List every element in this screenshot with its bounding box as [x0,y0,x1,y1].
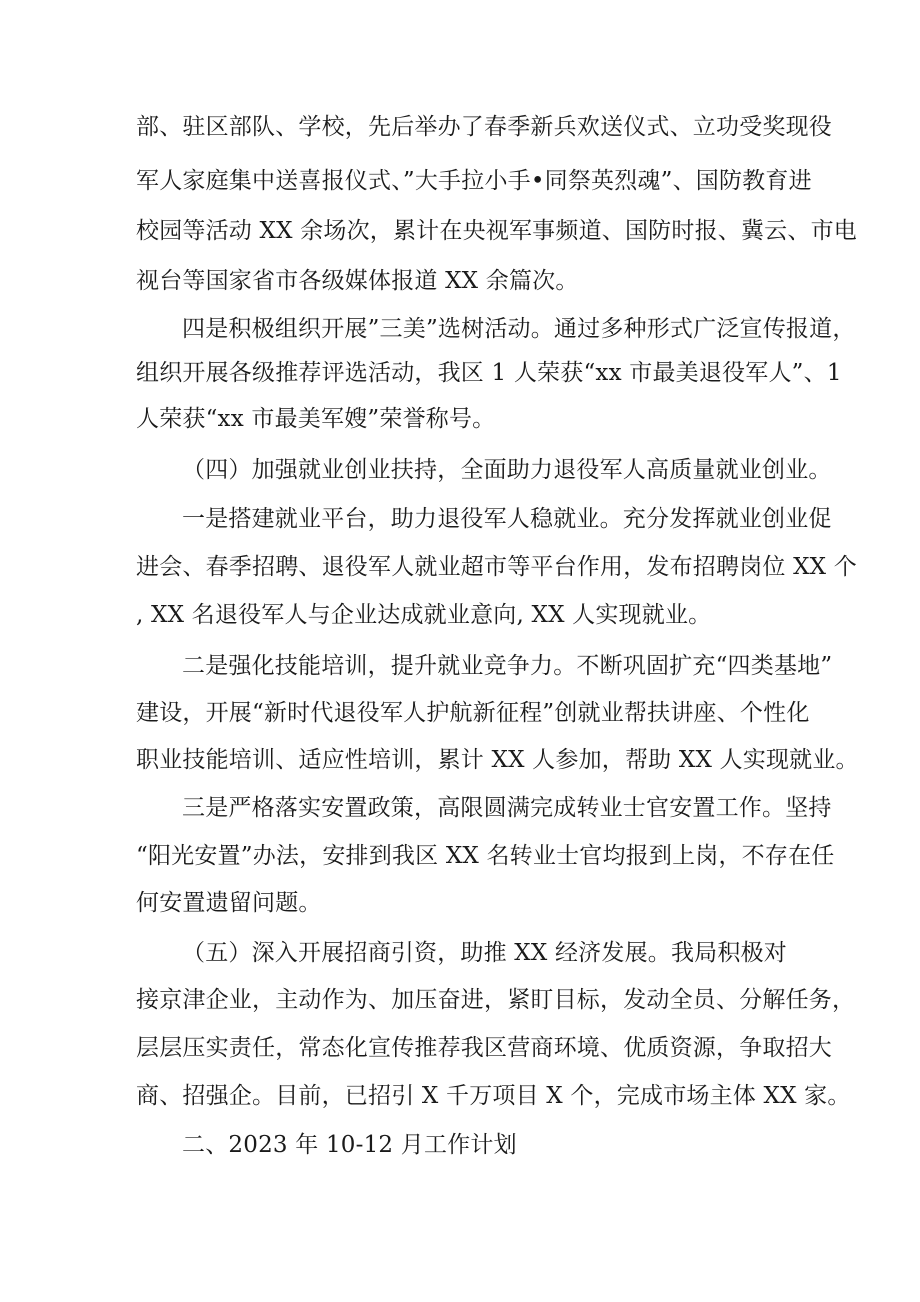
text-line: 何安置遗留问题。 [136,890,322,916]
section-heading: 二、2023 年 10-12 月工作计划 [182,1132,517,1158]
text-line: 二是强化技能培训，提升就业竞争力。不断巩固扩充“四类基地” [182,653,833,679]
text-line: 进会、春季招聘、退役军人就业超市等平台作用，发布招聘岗位 XX 个 [136,554,857,580]
text-line: 组织开展各级推荐评选活动，我区 1 人荣获“xx 市最美退役军人”、1 [136,360,842,386]
text-line: 商、招强企。目前，已招引 X 千万项目 X 个，完成市场主体 XX 家。 [136,1083,851,1109]
text-line: 部、驻区部队、学校，先后举办了春季新兵欢送仪式、立功受奖现役 [136,114,832,140]
text-line: 接京津企业，主动作为、加压奋进，紧盯目标，发动全员、分解任务， [136,987,856,1013]
text-line: 一是搭建就业平台，助力退役军人稳就业。充分发挥就业创业促 [182,506,832,532]
text-line: 层层压实责任，常态化宣传推荐我区营商环境、优质资源，争取招大 [136,1035,832,1061]
text-line: 四是积极组织开展”三美”选树活动。通过多种形式广泛宣传报道， [182,316,856,342]
text-line: “阳光安置”办法，安排到我区 XX 名转业士官均报到上岗，不存在任 [136,843,835,869]
text-line: 校园等活动 XX 余场次，累计在央视军事频道、国防时报、冀云、市电 [136,218,857,244]
text-line: 三是严格落实安置政策，高限圆满完成转业士官安置工作。坚持 [182,795,832,821]
text-line: 职业技能培训、适应性培训，累计 XX 人参加，帮助 XX 人实现就业。 [136,747,859,773]
section-heading: （四）加强就业创业扶持，全面助力退役军人高质量就业创业。 [182,457,832,483]
text-line: , XX 名退役军人与企业达成就业意向, XX 人实现就业。 [136,602,712,628]
section-heading: （五）深入开展招商引资，助推 XX 经济发展。我局积极对 [182,940,787,966]
text-line: 军人家庭集中送喜报仪式、”大手拉小手•同祭英烈魂”、国防教育进 [136,168,812,194]
text-line: 人荣获“xx 市最美军嫂”荣誉称号。 [136,406,496,432]
text-line: 建设，开展“新时代退役军人护航新征程”创就业帮扶讲座、个性化 [136,700,810,726]
text-line: 视台等国家省市各级媒体报道 XX 余篇次。 [136,268,579,294]
